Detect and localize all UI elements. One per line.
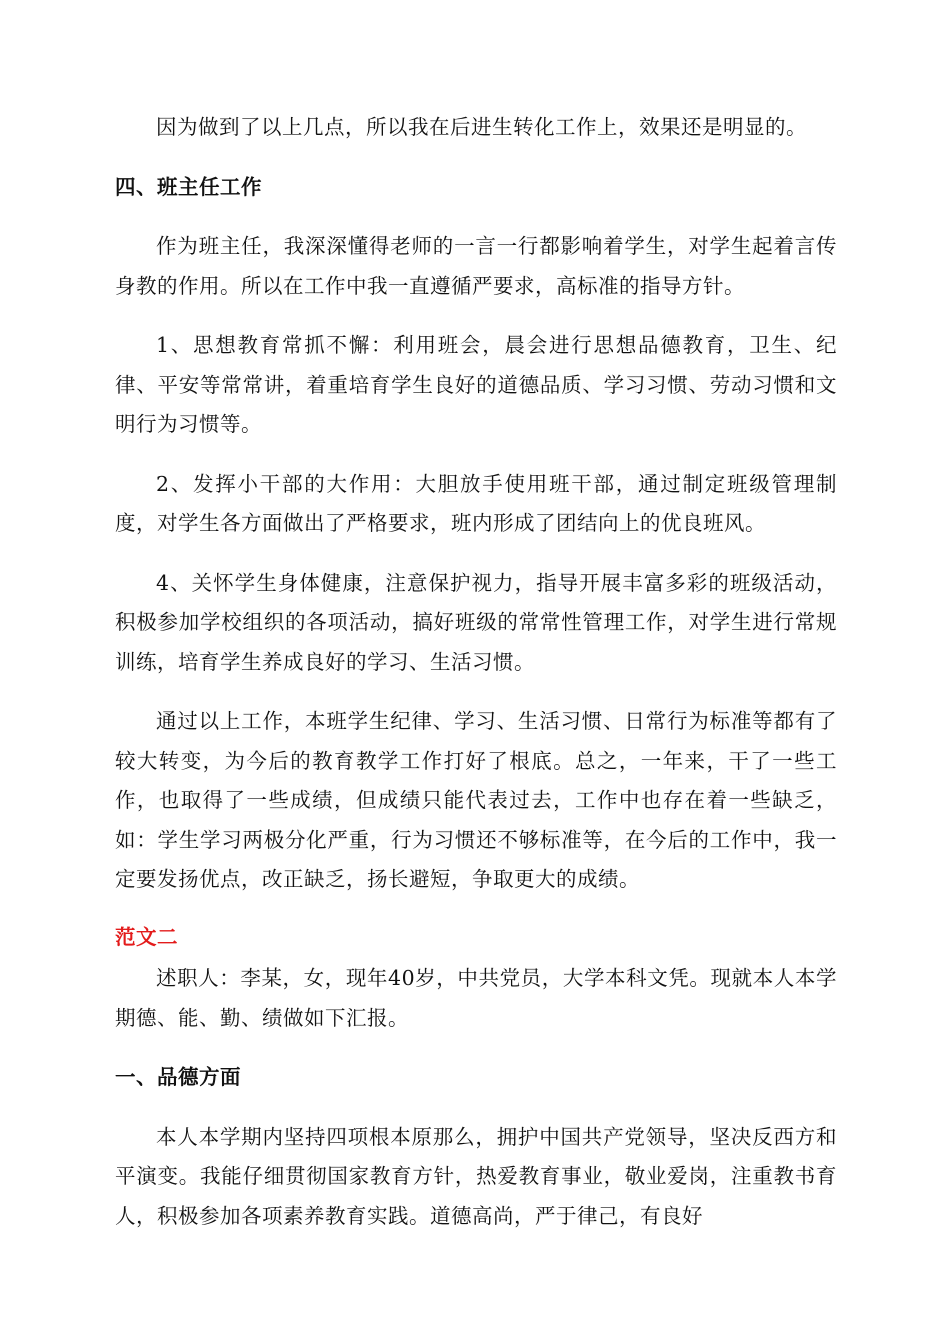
document-page [115, 108, 837, 1256]
paragraph-reporter-intro: 述职人：李某，女，现年40岁，中共党员，大学本科文凭。现就本人本学期德、能、勤、绩做如下汇报。 [115, 966, 837, 1030]
section-heading-class-teacher: 四、班主任工作 [115, 174, 262, 199]
paragraph-ideological-education: 1、思想教育常抓不懈：利用班会，晨会进行思想品德教育，卫生、纪律、平安等常常讲，着重培育学生良好的道德品质、学习习惯、劳动习惯和文明行为习惯等。 [115, 333, 837, 436]
section-heading-morality: 一、品德方面 [115, 1065, 241, 1089]
paragraph-class-cadres: 2、发挥小干部的大作用：大胆放手使用班干部，通过制定班级管理制度，对学生各方面做出了严格要求，班内形成了团结向上的优良班风。 [115, 471, 837, 535]
sample-two-heading: 范文二 [115, 924, 178, 949]
paragraph-class-teacher-intro: 作为班主任，我深深懂得老师的一言一行都影响着学生，对学生起着言传身教的作用。所以在工作中我一直遵循严要求，高标准的指导方针。 [115, 234, 837, 298]
paragraph-morality-detail: 本人本学期内坚持四项根本原那么，拥护中国共产党领导，坚决反西方和平演变。我能仔细贯彻国家教育方针，热爱教育事业，敬业爱岗，注重教书育人，积极参加各项素养教育实践。道德高尚，严于律己，有良好 [115, 1124, 837, 1228]
paragraph-student-health: 4、关怀学生身体健康，注意保护视力，指导开展丰富多彩的班级活动，积极参加学校组织的各项活动，搞好班级的常常性管理工作，对学生进行常规训练，培育学生养成良好的学习、生活习惯。 [115, 570, 837, 674]
paragraph-conclusion-transfer: 因为做到了以上几点，所以我在后进生转化工作上，效果还是明显的。 [156, 115, 807, 139]
paragraph-summary: 通过以上工作，本班学生纪律、学习、生活习惯、日常行为标准等都有了较大转变，为今后的教育教学工作打好了根底。总之，一年来，干了一些工作，也取得了一些成绩，但成绩只能代表过去，工作中也存在着一些缺乏，如：学生学习两极分化严重，行为习惯还不够标准等，在今后的工作中，我一定要发扬优点，改正缺乏，扬长避短，争取更大的成绩。 [115, 709, 837, 891]
